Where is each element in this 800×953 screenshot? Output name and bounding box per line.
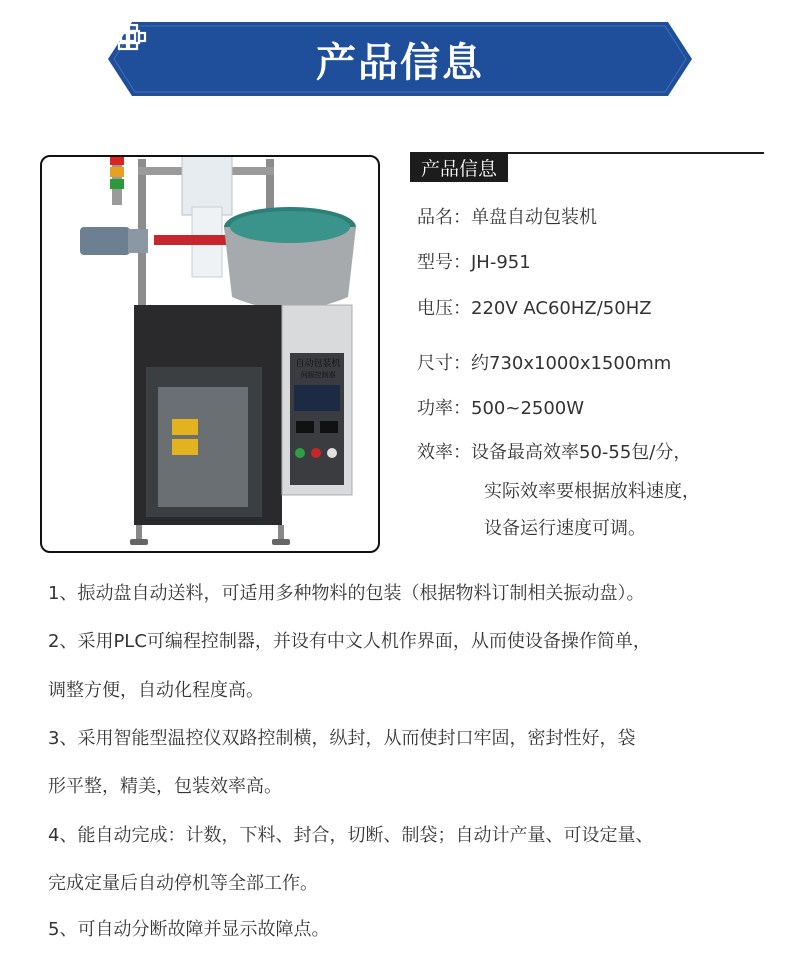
info-tab: 产品信息 (410, 152, 508, 182)
spec-key: 功率： (417, 398, 471, 419)
packaging-machine-illustration (42, 157, 378, 551)
spec-key: 效率： (417, 442, 471, 463)
spec-value: 设备最高效率50-55包/分， (471, 442, 692, 463)
spec-row-name (417, 203, 597, 229)
spec-value: 500~2500W (471, 398, 585, 419)
spec-key: 电压： (417, 298, 471, 319)
banner-title: 产品信息 (316, 39, 484, 86)
title-banner (108, 22, 692, 96)
spec-key: 型号： (417, 252, 471, 273)
spec-efficiency-line-2: 实际效率要根据放料速度， (484, 481, 700, 502)
feature-line: 调整方便，自动化程度高。 (48, 680, 264, 701)
feature-line: 形平整，精美，包装效率高。 (48, 776, 282, 797)
spec-value: 220V AC60HZ/50HZ (471, 298, 652, 319)
spec-row-efficiency (417, 438, 691, 464)
spec-value: JH-951 (471, 252, 531, 273)
feature-line: 1、振动盘自动送料，可适用多种物料的包装（根据物料订制相关振动盘）。 (48, 583, 645, 604)
feature-line: 4、能自动完成：计数，下料、封合，切断、制袋；自动计产量、可设定量、 (48, 825, 654, 846)
spec-key: 尺寸： (417, 353, 471, 374)
spec-efficiency-line-3: 设备运行速度可调。 (484, 518, 646, 539)
spec-row-voltage (417, 294, 652, 320)
spec-value: 约730x1000x1500mm (471, 353, 672, 374)
product-photo (40, 155, 380, 553)
spec-row-size (417, 349, 671, 375)
feature-line: 2、采用PLC可编程控制器，并设有中文人机作界面，从而使设备操作简单， (48, 631, 651, 652)
panel-label-1: 自动包装机 (295, 359, 341, 369)
spec-row-power (417, 394, 584, 420)
spec-key: 品名： (417, 207, 471, 228)
feature-line: 完成定量后自动停机等全部工作。 (48, 873, 318, 894)
spec-row-model (417, 248, 531, 274)
spec-value: 单盘自动包装机 (471, 207, 597, 228)
feature-line: 3、采用智能型温控仪双路控制横，纵封，从而使封口牢固，密封性好，袋 (48, 728, 636, 749)
feature-line: 5、可自动分断故障并显示故障点。 (48, 919, 330, 940)
panel-label-2: 伺服控制器 (300, 371, 336, 379)
